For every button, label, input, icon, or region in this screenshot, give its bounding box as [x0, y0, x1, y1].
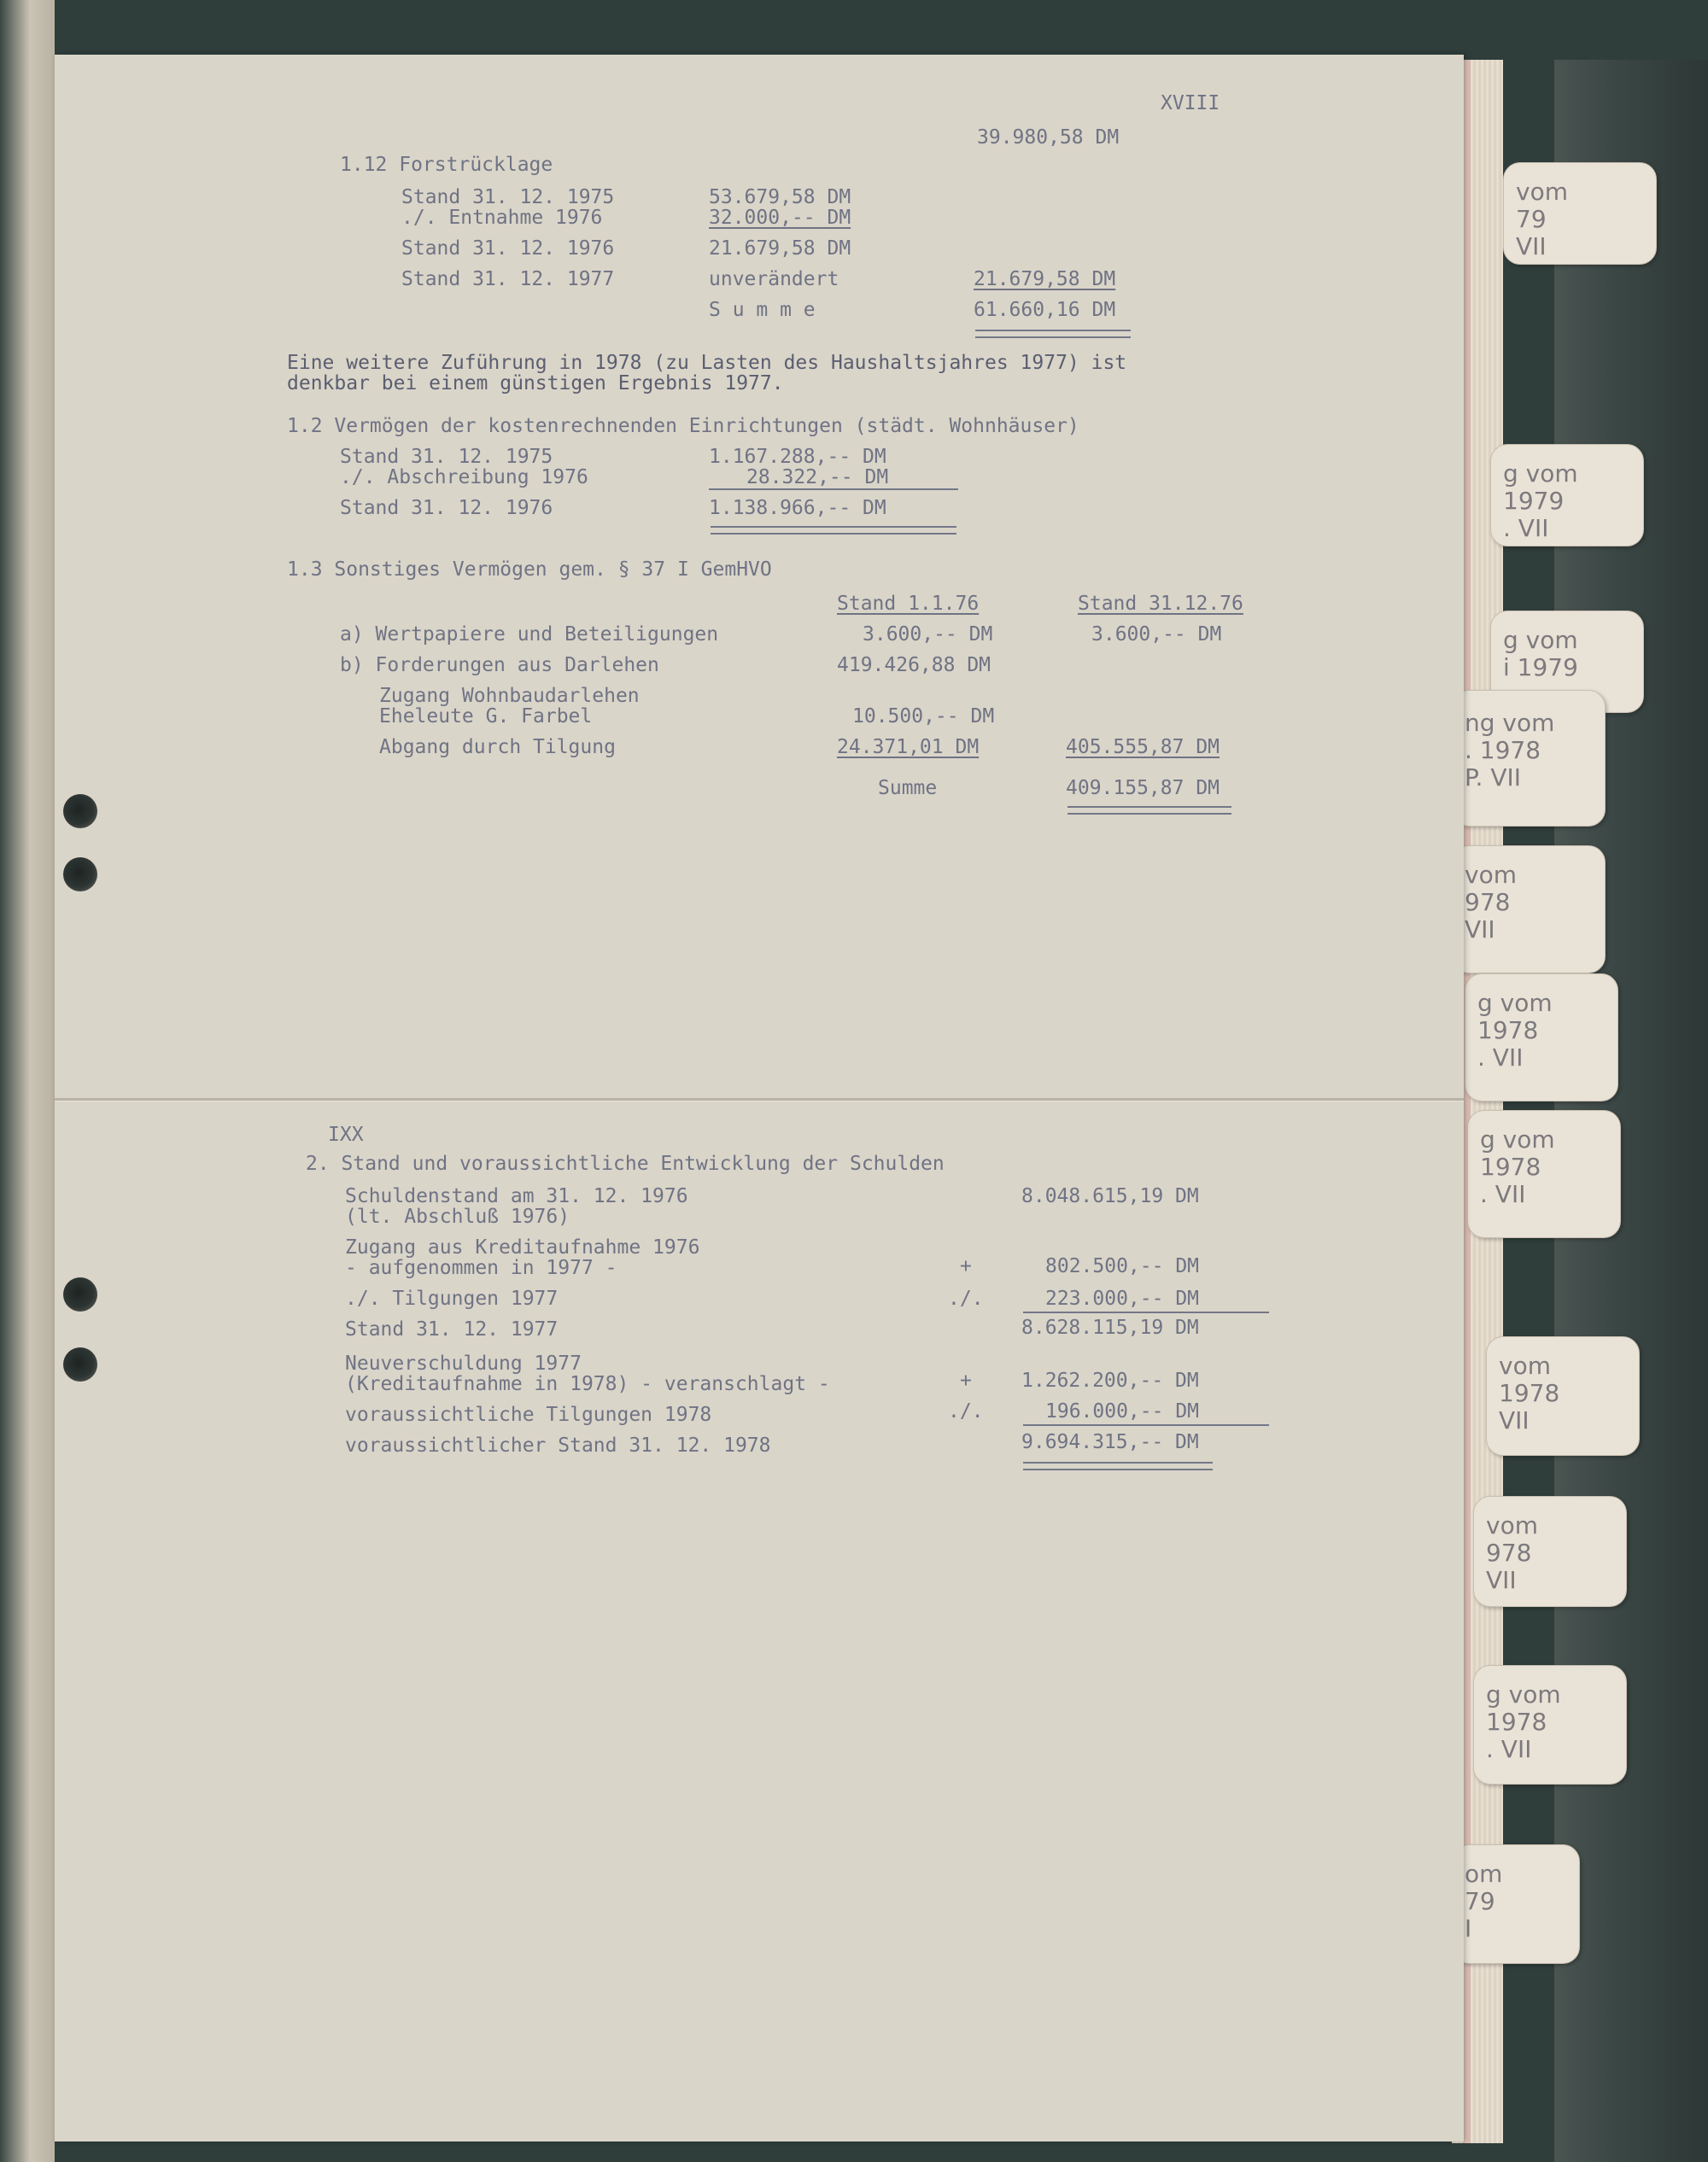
sum-value: 61.660,16 DM	[974, 299, 1116, 321]
section-1-12-heading: 1.12 Forstrücklage	[340, 154, 553, 176]
document-page	[55, 55, 1464, 2142]
double-underline	[1068, 806, 1231, 815]
row-amount: 21.679,58 DM	[709, 237, 851, 260]
row-amount: 9.694.315,-- DM	[1021, 1431, 1199, 1453]
index-tab[interactable]: g vom i 1979	[1490, 611, 1644, 713]
index-tab[interactable]: g vom 1978 . VII	[1467, 1110, 1621, 1238]
row-label: voraussichtlicher Stand 31. 12. 1978	[345, 1435, 771, 1457]
row-label: Stand 31. 12. 1975	[401, 186, 615, 208]
row-amount: 196.000,-- DM	[1045, 1400, 1200, 1423]
index-tab[interactable]: g vom 1978 . VII	[1473, 1665, 1627, 1785]
row-sign: +	[960, 1255, 972, 1277]
column-header: Stand 31.12.76	[1078, 593, 1243, 615]
page-number-bottom: IXX	[328, 1124, 364, 1146]
row-label: - aufgenommen in 1977 -	[345, 1257, 617, 1279]
binder-spine-left	[0, 0, 55, 2162]
row-label: Stand 31. 12. 1976	[401, 237, 615, 260]
row-label: Stand 31. 12. 1977	[345, 1318, 559, 1341]
row-amount: 28.322,-- DM	[746, 466, 889, 488]
sum-label: Summe	[878, 777, 938, 799]
index-tab[interactable]: g vom 1979 . VII	[1490, 444, 1644, 546]
index-tab[interactable]: vom 1978 VII	[1486, 1336, 1640, 1456]
row-sign: ./.	[948, 1288, 984, 1310]
row-label: voraussichtliche Tilgungen 1978	[345, 1404, 712, 1426]
row-total: 21.679,58 DM	[974, 268, 1116, 290]
row-amount: 32.000,-- DM	[709, 207, 851, 229]
page-fold-line	[55, 1098, 1464, 1101]
row-label: Zugang Wohnbaudarlehen	[379, 685, 640, 707]
row-amount: 405.555,87 DM	[1066, 736, 1220, 758]
row-label: Neuverschuldung 1977	[345, 1353, 582, 1375]
column-header: Stand 1.1.76	[837, 593, 980, 615]
section-1-3-heading: 1.3 Sonstiges Vermögen gem. § 37 I GemHVO	[287, 558, 772, 581]
sum-label: S u m m e	[709, 299, 816, 321]
note-line: Eine weitere Zuführung in 1978 (zu Lasten des Haushaltsjahres 1977) ist	[287, 352, 1127, 374]
row-amount: 223.000,-- DM	[1045, 1288, 1200, 1310]
punch-hole	[63, 1277, 97, 1312]
row-amount: unverändert	[709, 268, 839, 290]
row-amount: 24.371,01 DM	[837, 736, 980, 758]
page-number-top: XVIII	[1161, 92, 1220, 114]
row-label: Abgang durch Tilgung	[379, 736, 616, 758]
underline	[1023, 1312, 1269, 1313]
carried-amount: 39.980,58 DM	[977, 126, 1120, 149]
row-amount: 10.500,-- DM	[852, 705, 995, 727]
row-label: Schuldenstand am 31. 12. 1976	[345, 1185, 688, 1207]
index-tab[interactable]: ng vom . 1978 P. VII	[1452, 690, 1606, 827]
section-1-2-heading: 1.2 Vermögen der kostenrechnenden Einrichtungen (städt. Wohnhäuser)	[287, 415, 1079, 437]
double-underline	[1023, 1462, 1213, 1470]
row-amount: 1.262.200,-- DM	[1021, 1370, 1199, 1392]
punch-hole	[63, 1347, 97, 1382]
section-2-heading: 2. Stand und voraussichtliche Entwicklung der Schulden	[306, 1153, 945, 1175]
punch-hole	[63, 857, 97, 891]
index-tab[interactable]: g vom 1978 . VII	[1465, 973, 1618, 1101]
row-amount: 3.600,-- DM	[1091, 623, 1222, 646]
row-label: ./. Abschreibung 1976	[340, 466, 588, 488]
row-label: Eheleute G. Farbel	[379, 705, 593, 727]
row-label: ./. Tilgungen 1977	[345, 1288, 559, 1310]
row-sign: +	[960, 1370, 972, 1392]
punch-hole	[63, 794, 97, 828]
index-tab[interactable]: vom 978 VII	[1473, 1496, 1627, 1607]
row-amount: 8.048.615,19 DM	[1021, 1185, 1199, 1207]
row-label: Stand 31. 12. 1975	[340, 446, 553, 468]
double-underline	[975, 330, 1131, 338]
sum-value: 409.155,87 DM	[1066, 777, 1220, 799]
row-label: (Kreditaufnahme in 1978) - veranschlagt -	[345, 1373, 830, 1395]
double-underline	[711, 526, 956, 535]
row-amount: 1.167.288,-- DM	[709, 446, 886, 468]
note-line: denkbar bei einem günstigen Ergebnis 1977.	[287, 372, 784, 394]
row-amount: 1.138.966,-- DM	[709, 497, 886, 519]
row-amount: 419.426,88 DM	[837, 654, 991, 676]
row-sign: ./.	[948, 1400, 984, 1423]
row-amount: 3.600,-- DM	[863, 623, 993, 646]
index-tab[interactable]: vom 978 VII	[1452, 845, 1606, 973]
row-amount: 53.679,58 DM	[709, 186, 851, 208]
underline	[1023, 1424, 1269, 1426]
row-label: (lt. Abschluß 1976)	[345, 1206, 570, 1228]
row-label: b) Forderungen aus Darlehen	[340, 654, 659, 676]
row-label: Zugang aus Kreditaufnahme 1976	[345, 1236, 700, 1259]
row-amount: 8.628.115,19 DM	[1021, 1317, 1199, 1339]
index-tab[interactable]: vom 79 VII	[1503, 162, 1657, 265]
row-label: Stand 31. 12. 1977	[401, 268, 615, 290]
row-label: ./. Entnahme 1976	[401, 207, 603, 229]
row-amount: 802.500,-- DM	[1045, 1255, 1200, 1277]
row-label: a) Wertpapiere und Beteiligungen	[340, 623, 719, 646]
index-tab[interactable]: om 79 I	[1452, 1844, 1580, 1964]
underline	[709, 488, 958, 490]
row-label: Stand 31. 12. 1976	[340, 497, 553, 519]
